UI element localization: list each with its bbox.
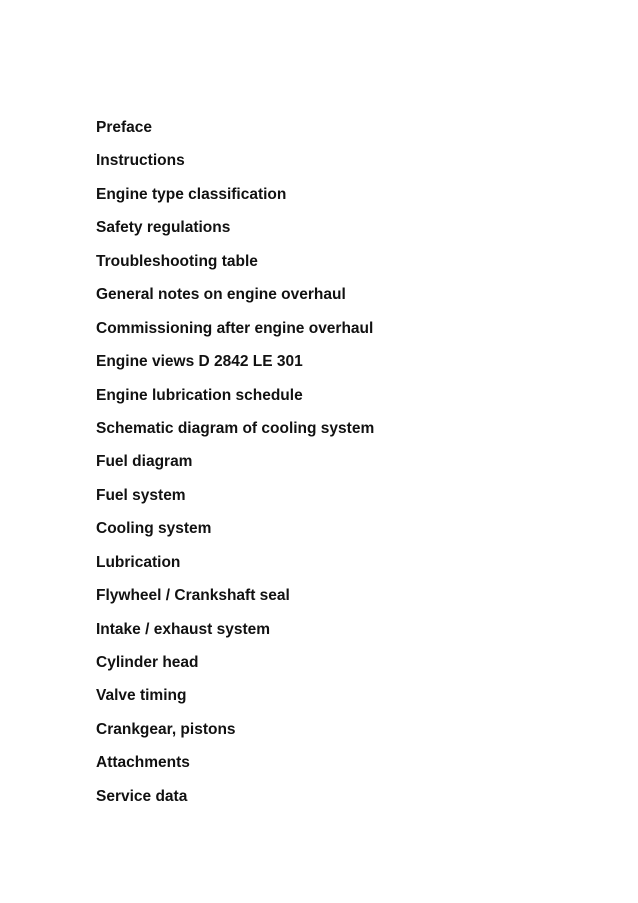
contents-item-lubrication-schedule: Engine lubrication schedule (96, 386, 303, 404)
contents-item-general-notes: General notes on engine overhaul (96, 286, 346, 304)
contents-list (96, 117, 374, 819)
contents-item-engine-views: Engine views D 2842 LE 301 (96, 353, 303, 371)
contents-item-lubrication: Lubrication (96, 553, 181, 571)
contents-item-cooling-diagram: Schematic diagram of cooling system (96, 419, 375, 437)
contents-item-engine-type-classification: Engine type classification (96, 185, 287, 203)
contents-item-commissioning: Commissioning after engine overhaul (96, 319, 374, 337)
contents-item-fuel-diagram: Fuel diagram (96, 453, 193, 471)
contents-item-service-data: Service data (96, 787, 188, 805)
contents-item-troubleshooting-table: Troubleshooting table (96, 252, 258, 270)
contents-item-intake-exhaust: Intake / exhaust system (96, 620, 271, 638)
contents-item-flywheel-seal: Flywheel / Crankshaft seal (96, 587, 290, 605)
contents-item-safety-regulations: Safety regulations (96, 219, 231, 237)
contents-item-crankgear-pistons: Crankgear, pistons (96, 720, 236, 738)
contents-item-valve-timing: Valve timing (96, 687, 187, 705)
contents-item-fuel-system: Fuel system (96, 486, 186, 504)
contents-item-attachments: Attachments (96, 754, 190, 772)
contents-item-preface: Preface (96, 119, 153, 136)
contents-item-instructions: Instructions (96, 152, 185, 170)
contents-item-cylinder-head: Cylinder head (96, 654, 199, 671)
contents-item-cooling-system: Cooling system (96, 520, 212, 538)
